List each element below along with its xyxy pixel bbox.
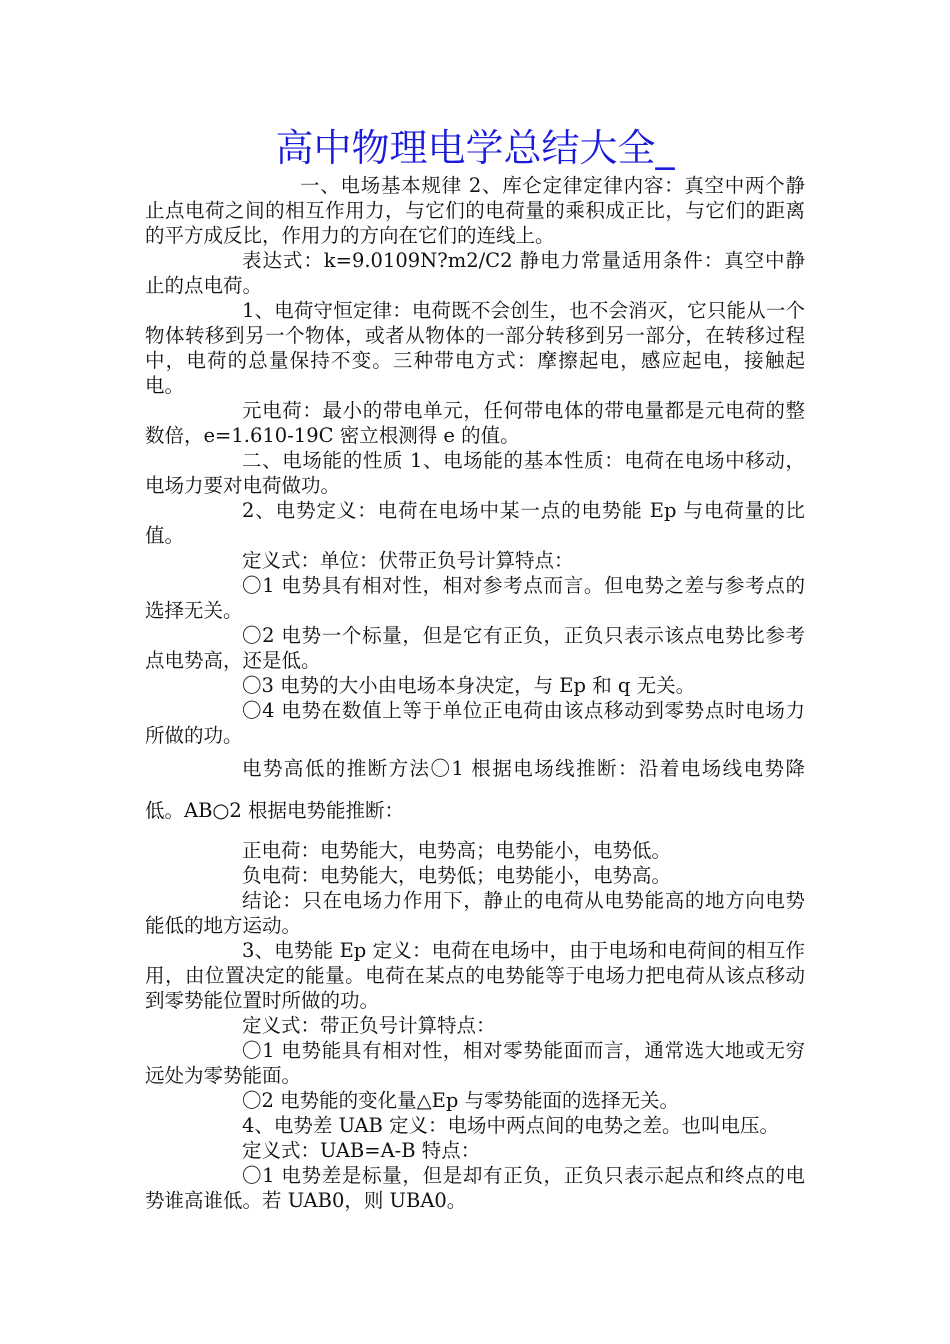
paragraph: 定义式：UAB=A-B 特点： (242, 1139, 481, 1162)
paragraph: 〇2 电势能的变化量△Ep 与零势能面的选择无关。 (242, 1089, 680, 1112)
paragraph: 〇1 电势差是标量，但是却有正负，正负只表示起点和终点的电势谁高谁低。若 UAB0，则 UBA0。 (145, 1164, 805, 1212)
paragraph: 〇1 电势具有相对性，相对参考点而言。但电势之差与参考点的选择无关。 (145, 574, 805, 622)
paragraph: 定义式：单位：伏带正负号计算特点： (242, 549, 574, 572)
paragraph: 〇1 电势能具有相对性，相对零势能面而言，通常选大地或无穷远处为零势能面。 (145, 1039, 805, 1087)
paragraph: 3、电势能 Ep 定义：电荷在电场中，由于电场和电荷间的相互作用，由位置决定的能量。电荷在某点的电势能等于电场力把电荷从该点移动到零势能位置时所做的功。 (145, 939, 805, 1012)
paragraph: 2、电势定义：电荷在电场中某一点的电势能 Ep 与电荷量的比值。 (145, 499, 805, 547)
document-title: 高中物理电学总结大全_ (275, 126, 675, 170)
paragraph: 〇3 电势的大小由电场本身决定，与 Ep 和 q 无关。 (242, 674, 696, 697)
paragraph: 1、电荷守恒定律：电荷既不会创生，也不会消灭，它只能从一个物体转移到另一个物体，或者从物体的一部分转移到另一部分，在转移过程中，电荷的总量保持不变。三种带电方式：摩擦起电，感应起电，接触起电。 (145, 299, 805, 397)
paragraph: 结论：只在电场力作用下，静止的电荷从电势能高的地方向电势能低的地方运动。 (145, 889, 805, 937)
paragraph: 定义式：带正负号计算特点： (242, 1014, 496, 1037)
paragraph: 二、电场能的性质 1、电场能的基本性质：电荷在电场中移动，电场力要对电荷做功。 (145, 449, 805, 497)
paragraph: 一、电场基本规律 2、库仑定律定律内容：真空中两个静止点电荷之间的相互作用力，与它们的电荷量的乘积成正比，与它们的距离的平方成反比，作用力的方向在它们的连线上。 (145, 174, 805, 247)
paragraph: 负电荷：电势能大，电势低；电势能小，电势高。 (242, 864, 672, 887)
paragraph: 〇2 电势一个标量，但是它有正负，正负只表示该点电势比参考点电势高，还是低。 (145, 624, 805, 672)
paragraph: 〇4 电势在数值上等于单位正电荷由该点移动到零势点时电场力所做的功。 (145, 699, 805, 747)
paragraph: 表达式：k=9.0109N?m2/C2 静电力常量适用条件：真空中静止的点电荷。 (145, 249, 805, 297)
paragraph: 电势高低的推断方法〇1 根据电场线推断：沿着电场线电势降低。AB○2 根据电势能推断： (145, 757, 805, 822)
document-body (145, 173, 805, 1213)
paragraph: 4、电势差 UAB 定义：电场中两点间的电势之差。也叫电压。 (242, 1114, 780, 1137)
paragraph: 正电荷：电势能大，电势高；电势能小，电势低。 (242, 839, 672, 862)
paragraph: 元电荷：最小的带电单元，任何带电体的带电量都是元电荷的整数倍，e=1.610-19C 密立根测得 e 的值。 (145, 399, 805, 447)
